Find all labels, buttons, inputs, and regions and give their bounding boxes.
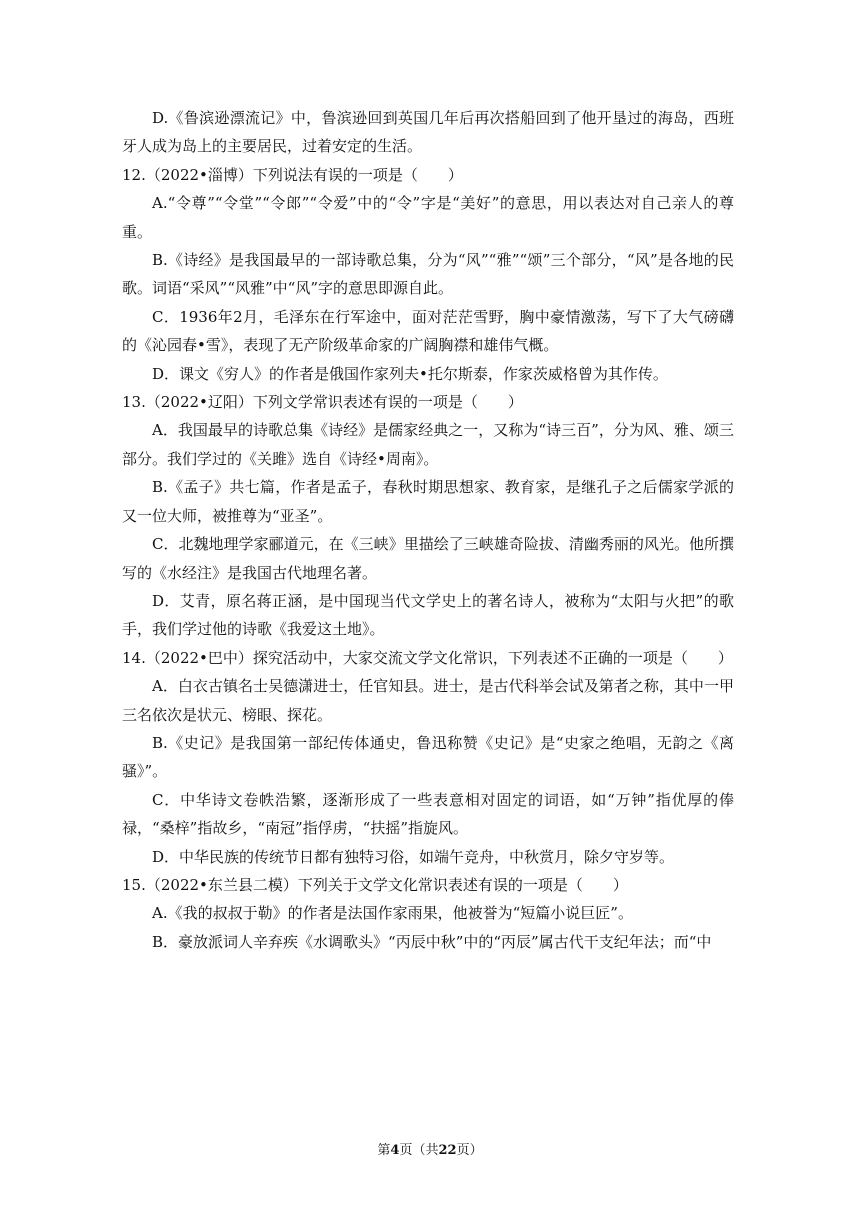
answer-option: C．1936年2月，毛泽东在行军途中，面对茫茫雪野，胸中豪情激荡，写下了大气磅礴的《沁园春•雪》，表现了无产阶级革命家的广阔胸襟和雄伟气概。: [122, 307, 734, 355]
answer-option: A.“令尊”“令堂”“令郎”“令爱”中的“令”字是“美好”的意思，用以表达对自己亲人的尊重。: [122, 194, 734, 241]
answer-option: D．课文《穷人》的作者是俄国作家列夫•托尔斯泰，作家茨威格曾为其作传。: [152, 364, 668, 383]
question-stem: 13.（2022•辽阳）下列文学常识表述有误的一项是（ ）: [122, 393, 523, 412]
footer-prefix: 第: [377, 1143, 391, 1158]
footer-suffix: 页）: [456, 1143, 483, 1158]
footer-middle: 页（共: [399, 1143, 439, 1158]
answer-option: A．我国最早的诗歌总集《诗经》是儒家经典之一，又称为“诗三百”，分为风、雅、颂三部分。我们学过的《关雎》选自《诗经•周南》。: [122, 421, 734, 468]
answer-option: C．中华诗文卷帙浩繁，逐渐形成了一些表意相对固定的词语，如“万钟”指优厚的俸禄，“桑梓”指故乡，“南冠”指俘虏，“扶摇”指旋风。: [122, 790, 734, 838]
answer-option: D．艾青，原名蒋正涵，是中国现当代文学史上的著名诗人，被称为“太阳与火把”的歌手，我们学过他的诗歌《我爱这土地》。: [122, 591, 734, 639]
question-stem: 15.（2022•东兰县二模）下列关于文学文化常识表述有误的一项是（ ）: [122, 875, 628, 894]
question-stem: 14.（2022•巴中）探究活动中，大家交流文学文化常识，下列表述不正确的一项是（ ）: [122, 648, 733, 667]
answer-option: B.《孟子》共七篇，作者是孟子，春秋时期思想家、教育家，是继孔子之后儒家学派的又一位大师，被推尊为“亚圣”。: [122, 478, 734, 525]
page-footer: [0, 1142, 860, 1160]
answer-option: B.《诗经》是我国最早的一部诗歌总集，分为“风”“雅”“颂”三个部分，“风”是各地的民歌。词语“采风”“风雅”中“风”字的意思即源自此。: [122, 251, 734, 298]
answer-option: D．中华民族的传统节日都有独特习俗，如端午竞舟，中秋赏月，除夕守岁等。: [152, 847, 675, 866]
answer-option: A．白衣古镇名士吴德潇进士，任官知县。进士，是古代科举会试及第者之称，其中一甲三名依次是状元、榜眼、探花。: [122, 677, 734, 724]
answer-option: D.《鲁滨逊漂流记》中，鲁滨逊回到英国几年后再次搭船回到了他开垦过的海岛，西班牙人成为岛上的主要居民，过着安定的生活。: [122, 109, 734, 156]
question-stem: 12.（2022•淄博）下列说法有误的一项是（ ）: [122, 165, 463, 184]
answer-option: C．北魏地理学家郦道元，在《三峡》里描绘了三峡雄奇险拔、清幽秀丽的风光。他所撰写的《水经注》是我国古代地理名著。: [122, 535, 734, 582]
answer-option: A.《我的叔叔于勒》的作者是法国作家雨果，他被誉为“短篇小说巨匠”。: [152, 904, 633, 923]
footer-page-number: 4: [390, 1143, 400, 1158]
answer-option: B．豪放派词人辛弃疾《水调歌头》“丙辰中秋”中的“丙辰”属古代干支纪年法；而“中: [152, 932, 712, 951]
answer-option: B.《史记》是我国第一部纪传体通史，鲁迅称赞《史记》是“史家之绝唱，无韵之《离骚》”。: [122, 733, 734, 781]
footer-total-pages: 22: [438, 1143, 457, 1158]
question-content: [122, 104, 734, 956]
